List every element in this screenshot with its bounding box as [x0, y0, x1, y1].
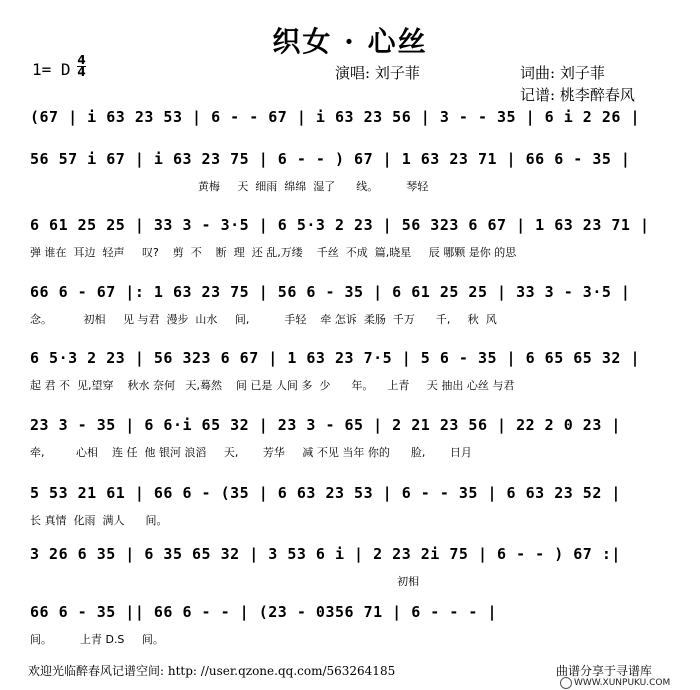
song-title: 织女 · 心丝 — [272, 25, 428, 58]
notes-row: 66 6 - 67 |: 1 63 23 75 | 56 6 - 35 | 6 61 25 25 | 33 3 - 3·5 | — [30, 283, 631, 301]
notes-row: 6 61 25 25 | 33 3 - 3·5 | 6 5·3 2 23 | 56 323 6 67 | 1 63 23 71 | — [30, 216, 650, 234]
time-signature-top: 4 — [77, 53, 86, 67]
notes-row: (67 | i 63 23 53 | 6 - - 67 | i 63 23 56 | 3 - - 35 | 6 i 2 26 | — [30, 108, 640, 126]
watermark-text: WWW.XUNPUKU.COM — [574, 678, 671, 688]
share-text: 曲谱分享于寻谱库 — [556, 664, 653, 678]
footer-text: 欢迎光临醉春风记谱空间: http: //user.qzone.qq.com/563264185 — [28, 664, 396, 678]
key-signature: 1= D — [32, 60, 71, 79]
notes-row: 66 6 - 35 || 66 6 - - | (23 - 0356 71 | 6 - - - | — [30, 603, 498, 621]
notes-row: 5 53 21 61 | 66 6 - (35 | 6 63 23 53 | 6 - - 35 | 6 63 23 52 | — [30, 484, 621, 502]
lyrics-row: 起 君 不 见,望穿 秋水 奈何 天,蓦然 间 已是 人间 多 少 年。 上青 天 抽出 心丝 与君 — [30, 379, 515, 392]
lyrics-row: 长 真情 化雨 满人 间。 — [30, 514, 168, 527]
notes-row: 56 57 i 67 | i 63 23 75 | 6 - - ) 67 | 1 63 23 71 | 66 6 - 35 | — [30, 150, 631, 168]
lyrics-row: 黄梅 天 细雨 绵绵 湿了 线。 琴轻 — [30, 180, 429, 193]
lyrics-row: 念。 初相 见 与君 漫步 山水 间, 手轻 牵 怎诉 柔肠 千万 千, 秋 风 — [30, 313, 497, 326]
notes-row: 6 5·3 2 23 | 56 323 6 67 | 1 63 23 7·5 | 5 6 - 35 | 6 65 65 32 | — [30, 349, 640, 367]
singer-credit: 演唱: 刘子菲 — [335, 64, 420, 82]
site-logo-icon — [560, 677, 572, 689]
lyrics-row: 弹 谁在 耳边 轻声 叹? 剪 不 断 理 还 乱,万缕 千丝 不成 篇,晓星 辰 哪颗 是你 的思 — [30, 246, 517, 259]
lyrics-row: 间。 上青 D.S 间。 — [30, 633, 164, 646]
notes-row: 3 26 6 35 | 6 35 65 32 | 3 53 6 i | 2 23 2i 75 | 6 - - ) 67 :| — [30, 545, 621, 563]
time-signature — [77, 55, 86, 78]
lyricist-credit: 词曲: 刘子菲 — [520, 64, 605, 82]
lyrics-row: 牵, 心相 连 任 他 银河 浪滔 天, 芳华 减 不见 当年 你的 脸, 日月 — [30, 446, 472, 459]
notes-row: 23 3 - 35 | 6 6·i 65 32 | 23 3 - 65 | 2 21 23 56 | 22 2 0 23 | — [30, 416, 621, 434]
lyrics-row: 初相 — [30, 575, 420, 588]
notation-credit: 记谱: 桃李醉春风 — [520, 86, 635, 104]
time-signature-bottom: 4 — [77, 65, 86, 79]
